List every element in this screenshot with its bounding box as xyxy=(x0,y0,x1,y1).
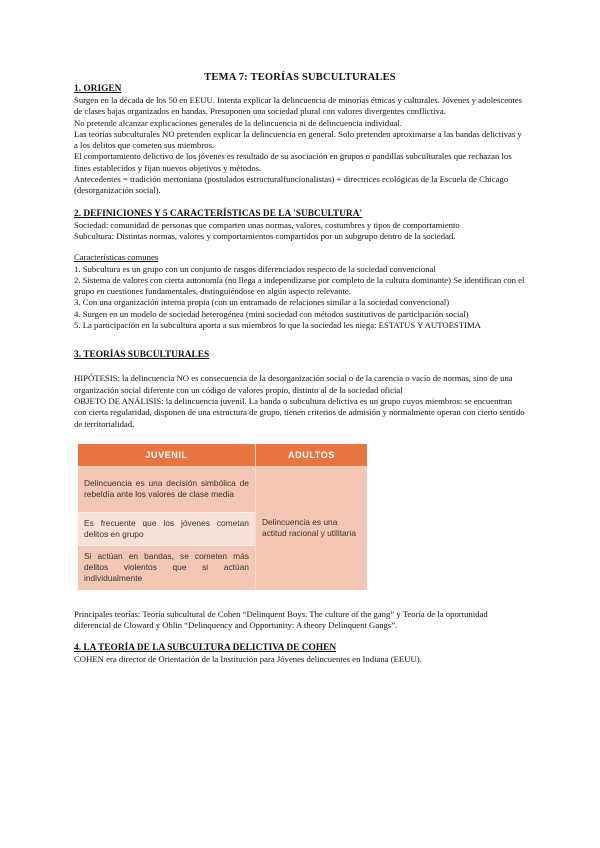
list-item: 5. La participación en la subcultura aporta a sus miembros lo que la sociedad les niega: ESTATUS Y AUTOESTIMA xyxy=(74,320,481,331)
paragraph: Sociedad: comunidad de personas que comparten unas normas, valores, costumbres y tipos de comportamiento xyxy=(74,219,460,230)
paragraph-principales-teorias: Principales teorías: Teoría subcultural de Cohen “Delinquent Boys. The culture of the gang” y Teoría de la oportunidad diferencial de Cloward y Ohlin “Delinquency and Opportunity: A theory Delinquent Gangs”. xyxy=(74,608,488,631)
paragraph: Subcultura: Distintas normas, valores y comportamientos compartidos por un subgrupo dentro de la sociedad. xyxy=(74,230,456,241)
paragraph: Antecedentes = tradición mertoniana (postulados estructuralfuncionalistas) + directrices ecológicas de la Escuela de Chicago (desorganización social). xyxy=(74,174,509,196)
table-cell-juvenil: Si actúan en bandas, se cometen más delitos violentos que si actúan individualmente xyxy=(78,545,255,590)
paragraph: OBJETO DE ANÁLISIS: la delincuencia juvenil. La banda o subcultura delictiva es un grupo cuyos miembros: se encuentran con cierta regularidad, disponen de una estructura de grupo, tienen criterios de admisión y normalmente operan con cierto sentido de territorialidad. xyxy=(74,395,525,429)
list-item: 2. Sistema de valores con cierta autonomía (no llega a independizarse por completo de la cultura dominante) Se identifican con el grupo en cuestiones fundamentales, distinguiéndose en algún aspecto relevante. xyxy=(74,274,525,297)
list-item: 4. Surgen en un modelo de sociedad heterogénea (mini sociedad con métodos sustitutivos de participación social) xyxy=(74,308,469,319)
list-item: 3. Con una organización interna propia (con un entramado de relaciones similar a la sociedad convencional) xyxy=(74,297,450,308)
subheading-caracteristicas: Características comunes xyxy=(74,252,159,263)
list-item: 1. Subcultura es un grupo con un conjunto de rasgos diferenciados respecto de la sociedad convencional xyxy=(74,263,436,274)
paragraph: Surgen en la década de los 50 en EEUU. Intenta explicar la delincuencia de minorías étnicas y culturales. Jóvenes y adolescentes de clases bajas organizados en bandas. Presuponen una sociedad plural con valores divergentes conflictiva. xyxy=(74,95,523,117)
paragraph: COHEN era director de Orientación de la Institución para Jóvenes delincuentes en Indiana (EEUU). xyxy=(74,654,422,665)
table-cell-adultos: Delincuencia es una actitud racional y utilitaria xyxy=(255,466,367,590)
section-heading-definiciones: 2. DEFINICIONES Y 5 CARACTERÍSTICAS DE LA 'SUBCULTURA' xyxy=(74,208,363,219)
paragraph: El comportamiento delictivo de los jóvenes es resultado de su asociación en grupos o pandillas subculturales que rechazan los fines establecidos y fijan nuevos objetivos y métodos. xyxy=(74,151,512,173)
paragraph: HIPÓTESIS: la delincuencia NO es consecuencia de la desorganización social o de la carencia o vacío de normas, sino de una organización social diferente con un código de valores propio, distinto al de la sociedad oficial xyxy=(74,373,513,395)
table-cell-juvenil: Delincuencia es una decisión simbólica de rebeldía ante los valores de clase media xyxy=(78,466,255,513)
section-heading-cohen: 4. LA TEORÍA DE LA SUBCULTURA DELICTIVA DE COHEN xyxy=(74,643,337,654)
document-title: TEMA 7: TEORÍAS SUBCULTURALES xyxy=(204,72,396,83)
paragraph: Las teorías subculturales NO pretenden explicar la delincuencia en general. Solo pretenden aproximarse a las bandas delictivas y a los delitos que cometen sus miembros. xyxy=(74,128,522,151)
section-heading-origen: 1. ORIGEN xyxy=(74,84,122,94)
table-header-adultos: ADULTOS xyxy=(255,444,367,466)
section-heading-teorias: 3. TEORÍAS SUBCULTURALES xyxy=(74,350,210,361)
table-cell-juvenil: Es frecuente que los jóvenes cometan delitos en grupo xyxy=(78,512,255,545)
paragraph: No pretende alcanzar explicaciones generales de la delincuencia ni de delincuencia individual. xyxy=(74,117,403,128)
table-header-juvenil: JUVENIL xyxy=(78,444,255,466)
comparison-table xyxy=(78,444,367,590)
